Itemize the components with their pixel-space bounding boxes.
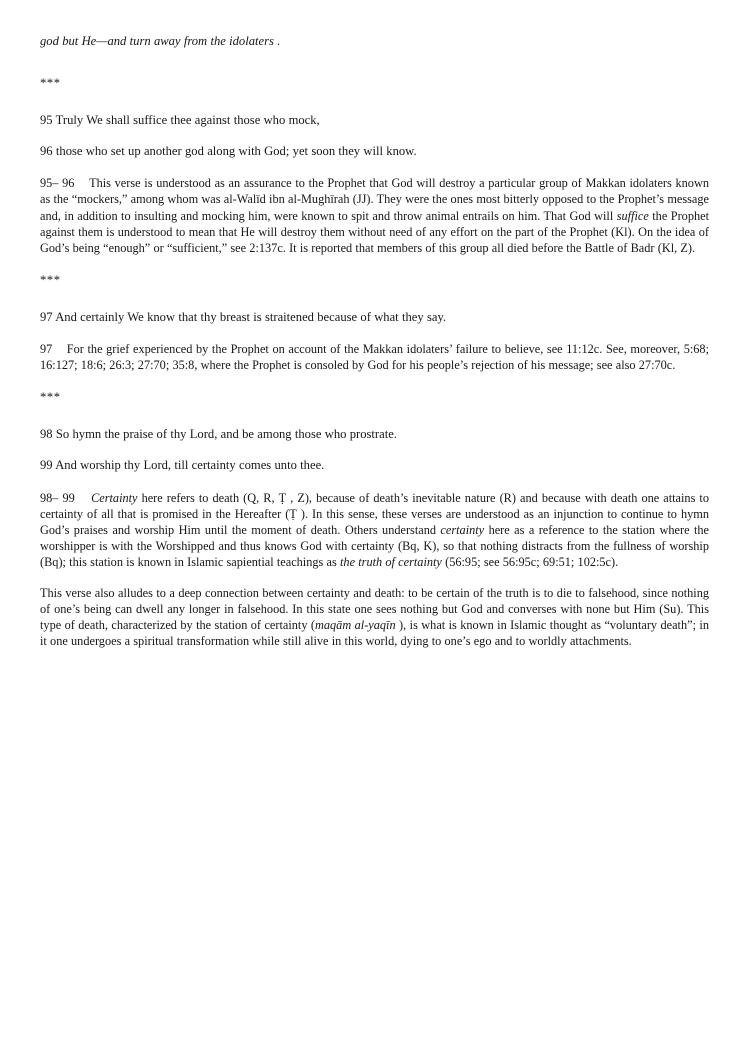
verse-95: 95 Truly We shall suffice thee against those who mock, (40, 113, 320, 128)
commentary-text: here refers to death (Q, R, Ṭ , Z), because of death’s inevitable nature (R) and because with death one attains to certainty of all that is promised in the Hereafter (Ṭ ). In this sense, these verses are understood as an injunction to continue to hymn God’s praises and worship Him until the moment of death. Others understand (40, 490, 709, 537)
commentary-range-label-95-96: 95– 96 (40, 176, 75, 191)
commentary-text: ), is what is known in Islamic thought as “voluntary death”; in it one undergoes a spiritual transformation while still alive in this world, dying to one’s ego and to worldly attachments. (40, 618, 709, 649)
commentary-text: This verse also alludes to a deep connection between certainty and death: to be certain of the truth is to die to falsehood, since nothing of one’s being can dwell any longer in falsehood. In this state one sees nothing but God and converses with none but Him (Su). This type of death, characterized by the station of certainty ( (40, 585, 709, 633)
commentary-text: the Prophet against them is understood to mean that He will destroy them without need of any effort on the part of the Prophet (Kl). On the idea of God’s being “enough” or “sufficient,” see 2:137c. It is reported that members of this group all died before the Battle of Badr (Kl, Z). (40, 208, 709, 255)
spacer (40, 325, 709, 341)
commentary-98-99 (40, 490, 709, 570)
section-separator-2: *** (40, 272, 61, 287)
commentary-text: here as a reference to the station where the worshipper is with the Worshipped and thus knows God with certainty (Bq, K), so that nothing distracts from the fullness of worship (Bq); this station is known in Islamic sapiential teachings as (40, 522, 709, 569)
verse-96: 96 those who set up another god along with God; yet soon they will know. (40, 144, 417, 159)
commentary-range-label-98-99: 98– 99 (40, 490, 75, 505)
spacer (40, 405, 709, 426)
verse-98: 98 So hymn the praise of thy Lord, and be among those who prostrate. (40, 427, 397, 442)
italic-term-suffice: suffice (616, 208, 649, 223)
commentary-closing (40, 585, 709, 649)
run-in-gap (75, 491, 91, 505)
section-separator-3: *** (40, 390, 61, 405)
italic-term-truth-of-certainty: the truth of certainty (340, 554, 442, 569)
spacer (40, 288, 709, 309)
commentary-text: (56:95; see 56:95c; 69:51; 102:5c). (441, 554, 619, 569)
spacer (40, 128, 709, 143)
commentary-97 (40, 341, 709, 373)
spacer (40, 91, 709, 112)
italic-term-maqam-al-yaqin: maqām al-yaqīn (315, 618, 396, 633)
spacer (40, 373, 709, 389)
spacer (40, 256, 709, 272)
italic-term-certainty-2: certainty (440, 522, 485, 537)
lead-verse-fragment: god but He—and turn away from the idolaters . (40, 34, 281, 48)
run-in-gap (74, 176, 89, 190)
spacer (40, 49, 709, 75)
commentary-95-96 (40, 175, 709, 255)
commentary-range-label-97: 97 (40, 342, 53, 357)
commentary-text: This verse is understood as an assurance to the Prophet that God will destroy a particular group of Makkan idolaters known as the “mockers,” among whom was al-Walīd ibn al-Mughīrah (JJ). They were the ones most bitterly opposed to the Prophet’s message and, in addition to insulting and mocking him, were known to spit and throw animal entrails on him. That God will (40, 176, 709, 223)
spacer (40, 159, 709, 175)
spacer (40, 442, 709, 457)
verse-99: 99 And worship thy Lord, till certainty comes unto thee. (40, 458, 325, 473)
italic-term-certainty: Certainty (91, 490, 138, 505)
document-page (40, 33, 709, 649)
verse-97: 97 And certainly We know that thy breast is straitened because of what they say. (40, 309, 447, 324)
spacer (40, 474, 709, 490)
run-in-gap (52, 342, 67, 356)
spacer (40, 570, 709, 585)
section-separator-1: *** (40, 76, 61, 91)
commentary-text: For the grief experienced by the Prophet on account of the Makkan idolaters’ failure to believe, see 11:12c. See, moreover, 5:68; 16:127; 18:6; 26:3; 27:70; 35:8, where the Prophet is consoled by God for his people’s rejection of his message; see also 27:70c. (40, 342, 709, 373)
